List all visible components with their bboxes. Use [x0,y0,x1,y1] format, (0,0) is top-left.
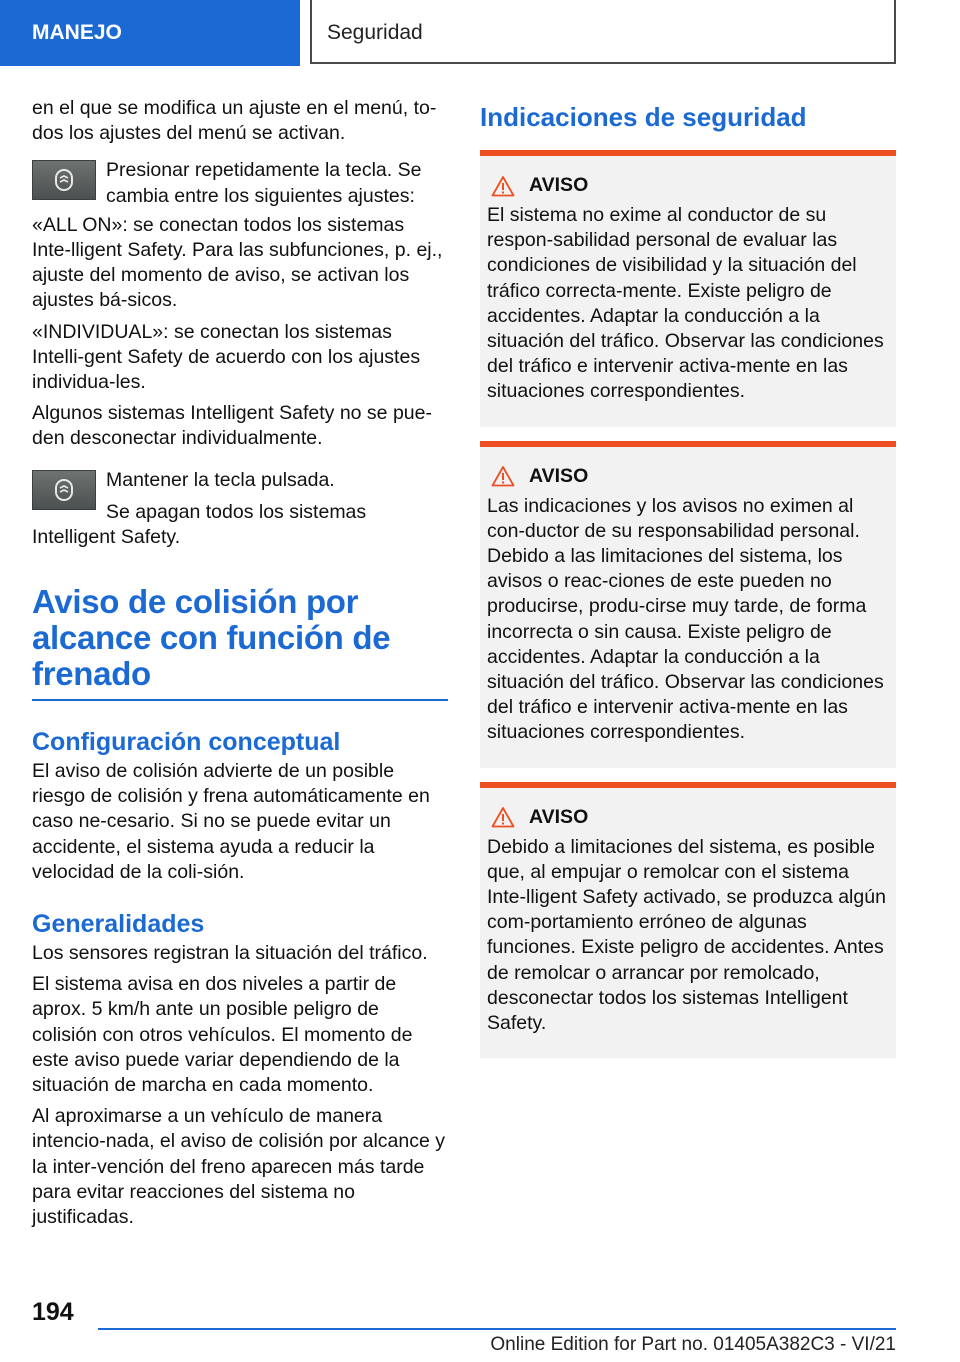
warning-box [480,441,896,768]
page-number: 194 [32,1298,74,1326]
safety-heading: Indicaciones de seguridad [480,102,807,132]
warning-triangle-icon [491,465,515,487]
warning-title [487,806,888,829]
edition-text: Online Edition for Part no. 01405A382C3 - VI/21 [490,1334,896,1355]
hold-text: Mantener la tecla pulsada. [106,468,335,491]
warning-label: AVISO [529,464,589,487]
page-header [0,0,960,66]
intro-text: en el que se modifica un ajuste en el menú, to-dos los ajustes del menú se activan. [32,97,437,145]
warning-box [480,782,896,1059]
warning-label: AVISO [529,174,589,196]
section-title: Aviso de colisión por alcance con función de frenado [32,584,448,701]
all-on-text: «ALL ON»: se conectan todos los sistemas Inte-lligent Safety. Para las subfunciones, p. ej., ajuste del momento de aviso, se activan los ajustes bá-sicos. [32,213,443,312]
warning-triangle-icon [491,175,515,197]
general-text-3: Al aproximarse a un vehículo de manera intencio-nada, el aviso de colisión por alcance y la inter-vención del freno aparecen más tarde para evitar reacciones del sistema no justificadas. [32,1105,445,1229]
press-text: Presionar repetidamente la tecla. Se cambia entre los siguientes ajustes: [106,159,422,207]
general-text-2: El sistema avisa en dos niveles a partir de aprox. 5 km/h ante un posible peligro de colisión con otros vehículos. El momento de este aviso puede variar dependiendo de la situación de marcha en cada momento. [32,973,413,1097]
warning-triangle-icon [491,806,515,828]
safety-symbol-icon [53,168,75,192]
warning-text: Debido a limitaciones del sistema, es posible que, al empujar o remolcar con el sistema Inte-lligent Safety activado, se produzca algún com-portamiento erróneo de algunas funciones. Existe peligro de accidentes. Antes de remolcar o arrancar por remolcado, desconectar todos los sistemas Intelligent Safety. [487,835,886,1035]
footer-divider [98,1328,896,1330]
off-text: Se apagan todos los sistemas Intelligent Safety. [32,500,367,548]
general-heading: Generalidades [32,910,205,939]
safety-button-icon [32,160,96,200]
left-column [32,96,448,1236]
section-label: MANEJO [0,0,300,66]
warning-box [480,150,896,427]
some-systems-text: Algunos sistemas Intelligent Safety no se pue-den desconectar individualmente. [32,402,432,450]
concept-heading: Configuración conceptual [32,728,341,757]
general-text-1: Los sensores registran la situación del tráfico. [32,942,428,965]
safety-button-icon [32,470,96,510]
warning-title [487,174,888,197]
chapter-label: Seguridad [310,0,896,64]
press-instruction [32,158,448,208]
warning-text: El sistema no exime al conductor de su respon-sabilidad personal de evaluar las condiciones de visibilidad y la situación del tráfico correcta-mente. Existe peligro de accidentes. Adaptar la conducción a la situación del tráfico. Observar las condiciones del tráfico e intervenir activa-mente en las situaciones correspondientes. [487,204,884,403]
safety-symbol-icon [53,478,75,502]
warning-title [487,465,888,488]
warning-label: AVISO [529,805,589,828]
individual-text: «INDIVIDUAL»: se conectan los sistemas Intelli-gent Safety de acuerdo con los ajustes individua-les. [32,320,421,394]
right-column [480,96,896,1072]
concept-text: El aviso de colisión advierte de un posible riesgo de colisión y frena automáticamente en caso ne-cesario. Si no se puede evitar un accidente, el sistema ayuda a reducir la velocidad de la coli-sión. [32,760,430,883]
warning-text: Las indicaciones y los avisos no eximen al con-ductor de su responsabilidad personal. Debido a las limitaciones del sistema, los avisos o reac-ciones de este pueden no producirse, produ-cirse muy tarde, de forma incorrecta o sin causa. Existe peligro de accidentes. Adaptar la conducción a la situación del tráfico. Observar las condiciones del tráfico e intervenir activa-mente en las situaciones correspondientes. [487,494,884,744]
